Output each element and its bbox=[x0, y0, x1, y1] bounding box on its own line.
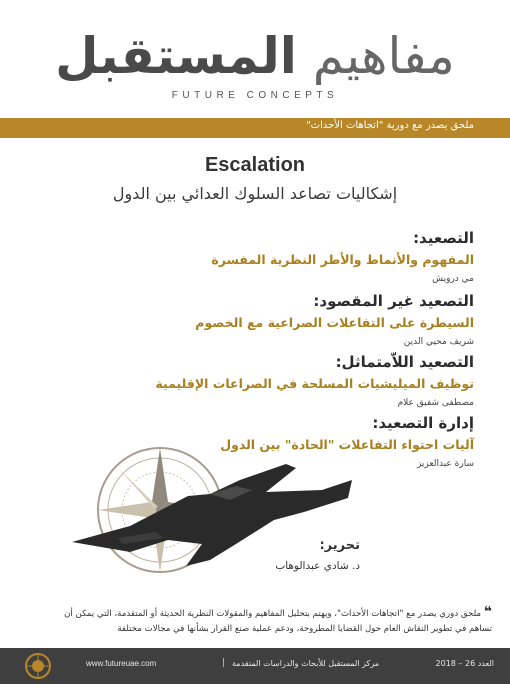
article-subtitle: آليات احتواء التفاعلات "الحادة" بين الدول bbox=[220, 437, 474, 452]
logo-arabic-title bbox=[0, 26, 510, 86]
article-1 bbox=[54, 228, 474, 286]
compass-jet-illustration bbox=[60, 440, 360, 600]
article-author: سارة عبدالعزيز bbox=[416, 459, 474, 469]
article-heading: إدارة التصعيد: bbox=[372, 414, 474, 432]
article-2 bbox=[54, 291, 474, 349]
footer-bar bbox=[0, 648, 510, 684]
article-author: شريف محيي الدين bbox=[403, 337, 474, 347]
article-subtitle: المفهوم والأنماط والأطر النظرية المفسرة bbox=[211, 252, 474, 267]
article-subtitle: السيطرة على التفاعلات الصراعية مع الخصوم bbox=[195, 315, 474, 330]
article-author: مصطفى شفيق علام bbox=[397, 398, 474, 408]
article-heading: التصعيد اللاّمتماثل: bbox=[335, 353, 474, 371]
editor-label: تحرير: bbox=[319, 538, 360, 553]
logo-english-title: FUTURE CONCEPTS bbox=[171, 90, 339, 101]
website-link[interactable]: www.futureuae.com bbox=[86, 659, 157, 668]
headline-arabic: إشكاليات تصاعد السلوك العدائي بين الدول bbox=[112, 184, 398, 203]
center-name: مركز المستقبل للأبحاث والدراسات المتقدمة bbox=[232, 659, 380, 668]
quote-mark-icon: ❝ bbox=[483, 604, 492, 620]
article-subtitle: توظيف الميليشيات المسلحة في الصراعات الإقليمية bbox=[155, 376, 474, 391]
article-author: مي درويش bbox=[432, 274, 474, 284]
description-line-2: تساهم في تطوير النقاش العام حول القضايا المطروحة، ودعم عملية صنع القرار بشأنها في مجالات مختلفة bbox=[117, 624, 492, 634]
footer-separator: | bbox=[222, 658, 226, 668]
editor-name: د. شادي عبدالوهاب bbox=[275, 560, 360, 572]
logo-word-concepts: مفاهيم bbox=[312, 27, 455, 85]
article-heading: التصعيد: bbox=[413, 229, 474, 247]
article-3 bbox=[54, 352, 474, 410]
center-emblem-icon bbox=[16, 648, 60, 684]
headline-english: Escalation bbox=[204, 154, 306, 176]
description-line-1: ملحق دوري يصدر مع "اتجاهات الأحداث"، ويهتم بتحليل المفاهيم والمقولات النظرية الحديثة أو المتقدمة، التي يمكن أن bbox=[64, 609, 482, 619]
issue-number: العدد 26 – 2018 bbox=[435, 659, 494, 668]
supplement-note: ملحق يصدر مع دورية "اتجاهات الأحداث" bbox=[306, 120, 474, 131]
masthead bbox=[0, 0, 510, 118]
logo-word-future: المستقبل bbox=[55, 27, 297, 85]
supplement-description bbox=[22, 605, 492, 637]
article-heading: التصعيد غير المقصود: bbox=[313, 292, 474, 310]
editor-credit bbox=[275, 537, 360, 575]
supplement-band bbox=[0, 118, 510, 138]
